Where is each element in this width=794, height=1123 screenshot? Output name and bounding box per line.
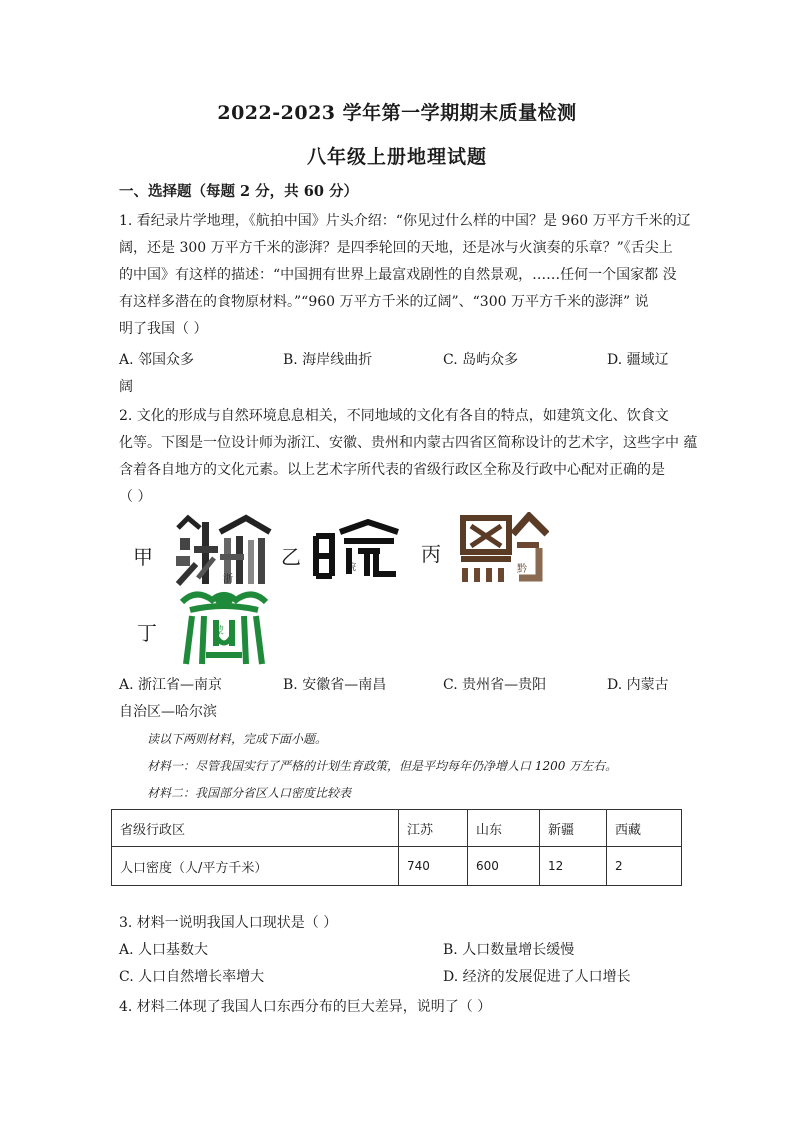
exam-subtitle: 八年级上册地理试题 <box>306 146 487 168</box>
table-header-cell: 新疆 <box>540 810 607 847</box>
table-header-cell: 山东 <box>468 810 540 847</box>
q1-option-d-wrap: 阔 <box>119 379 133 395</box>
q2-line-1: 2. 文化的形成与自然环境息息相关，不同地域的文化有各自的特点，如建筑文化、饮食文 <box>119 408 669 424</box>
q1-line-2: 阔，还是 300 万平方千米的澎湃？是四季轮回的天地，还是冰与火演奏的乐章？”《舌尖上 <box>119 240 673 256</box>
art-char-qian-icon <box>459 512 549 586</box>
q2-option-d: D. 内蒙古 <box>607 677 669 693</box>
art-char-qian-text: 黔 <box>517 564 527 575</box>
label-bing: 丙 <box>421 542 441 566</box>
q3-option-d: D. 经济的发展促进了人口增长 <box>443 969 631 985</box>
art-char-wan-icon <box>310 518 402 580</box>
q3-stem: 3. 材料一说明我国人口现状是（ ） <box>119 915 338 931</box>
table-header-cell: 江苏 <box>399 810 468 847</box>
material-one: 材料一：尽管我国实行了严格的计划生育政策，但是平均每年仍净增人口 1200 万左右。 <box>147 759 618 773</box>
table-cell: 600 <box>468 847 540 886</box>
label-jia: 甲 <box>133 545 153 569</box>
q2-option-c: C. 贵州省—贵阳 <box>443 677 547 693</box>
q3-option-c: C. 人口自然增长率增大 <box>119 969 265 985</box>
q1-line-3: 的中国》有这样的描述：“中国拥有世界上最富戏剧性的自然景观，……任何一个国家都 没 <box>119 267 677 283</box>
art-char-meng-text: 蒙 <box>214 626 224 637</box>
q2-option-b: B. 安徽省—南昌 <box>283 677 387 693</box>
q1-option-a: A. 邻国众多 <box>119 352 195 368</box>
q3-option-a: A. 人口基数大 <box>119 942 209 958</box>
table-header-cell: 西藏 <box>607 810 682 847</box>
q4-stem: 4. 材料二体现了我国人口东西分布的巨大差异，说明了（ ） <box>119 999 492 1015</box>
art-char-zhe-text: 浙 <box>223 574 233 585</box>
section-heading: 一、选择题（每题 2 分，共 60 分） <box>119 183 358 200</box>
q1-option-d: D. 疆域辽 <box>607 352 669 368</box>
q2-line-4: （ ） <box>119 489 152 505</box>
q2-option-a: A. 浙江省—南京 <box>119 677 223 693</box>
population-density-table <box>111 809 682 886</box>
table-cell: 2 <box>607 847 682 886</box>
art-char-zhe-icon <box>174 514 272 586</box>
q1-line-4: 有这样多潜在的食物原材料。”“960 万平方千米的辽阔”、“300 万平方千米的澎湃” 说 <box>119 294 649 310</box>
table-cell: 12 <box>540 847 607 886</box>
q2-line-2: 化等。下图是一位设计师为浙江、安徽、贵州和内蒙古四省区简称设计的艺术字，这些字中 蕴 <box>119 435 698 451</box>
q1-line-5: 明了我国（ ） <box>119 321 208 337</box>
art-char-wan-text: 皖 <box>347 563 357 573</box>
table-cell: 人口密度（人/平方千米） <box>112 847 399 886</box>
q1-line-1: 1. 看纪录片学地理，《航拍中国》片头介绍：“你见过什么样的中国？是 960 万平方千米的辽 <box>119 213 691 229</box>
q2-option-d-wrap: 自治区—哈尔滨 <box>119 704 217 720</box>
label-ding: 丁 <box>137 621 157 645</box>
materials-intro: 读以下两则材料，完成下面小题。 <box>147 732 328 746</box>
exam-title: 2022-2023 学年第一学期期末质量检测 <box>217 102 577 124</box>
table-cell: 740 <box>399 847 468 886</box>
q2-line-3: 含着各自地方的文化元素。以上艺术字所代表的省级行政区全称及行政中心配对正确的是 <box>119 462 665 478</box>
table-header-row <box>112 810 682 847</box>
q1-option-c: C. 岛屿众多 <box>443 352 519 368</box>
label-yi: 乙 <box>281 545 301 569</box>
q3-option-b: B. 人口数量增长缓慢 <box>443 942 575 958</box>
material-two: 材料二：我国部分省区人口密度比较表 <box>147 786 352 800</box>
q1-option-b: B. 海岸线曲折 <box>283 352 373 368</box>
art-char-meng-icon <box>176 586 272 666</box>
table-row <box>112 847 682 886</box>
table-header-cell: 省级行政区 <box>112 810 399 847</box>
